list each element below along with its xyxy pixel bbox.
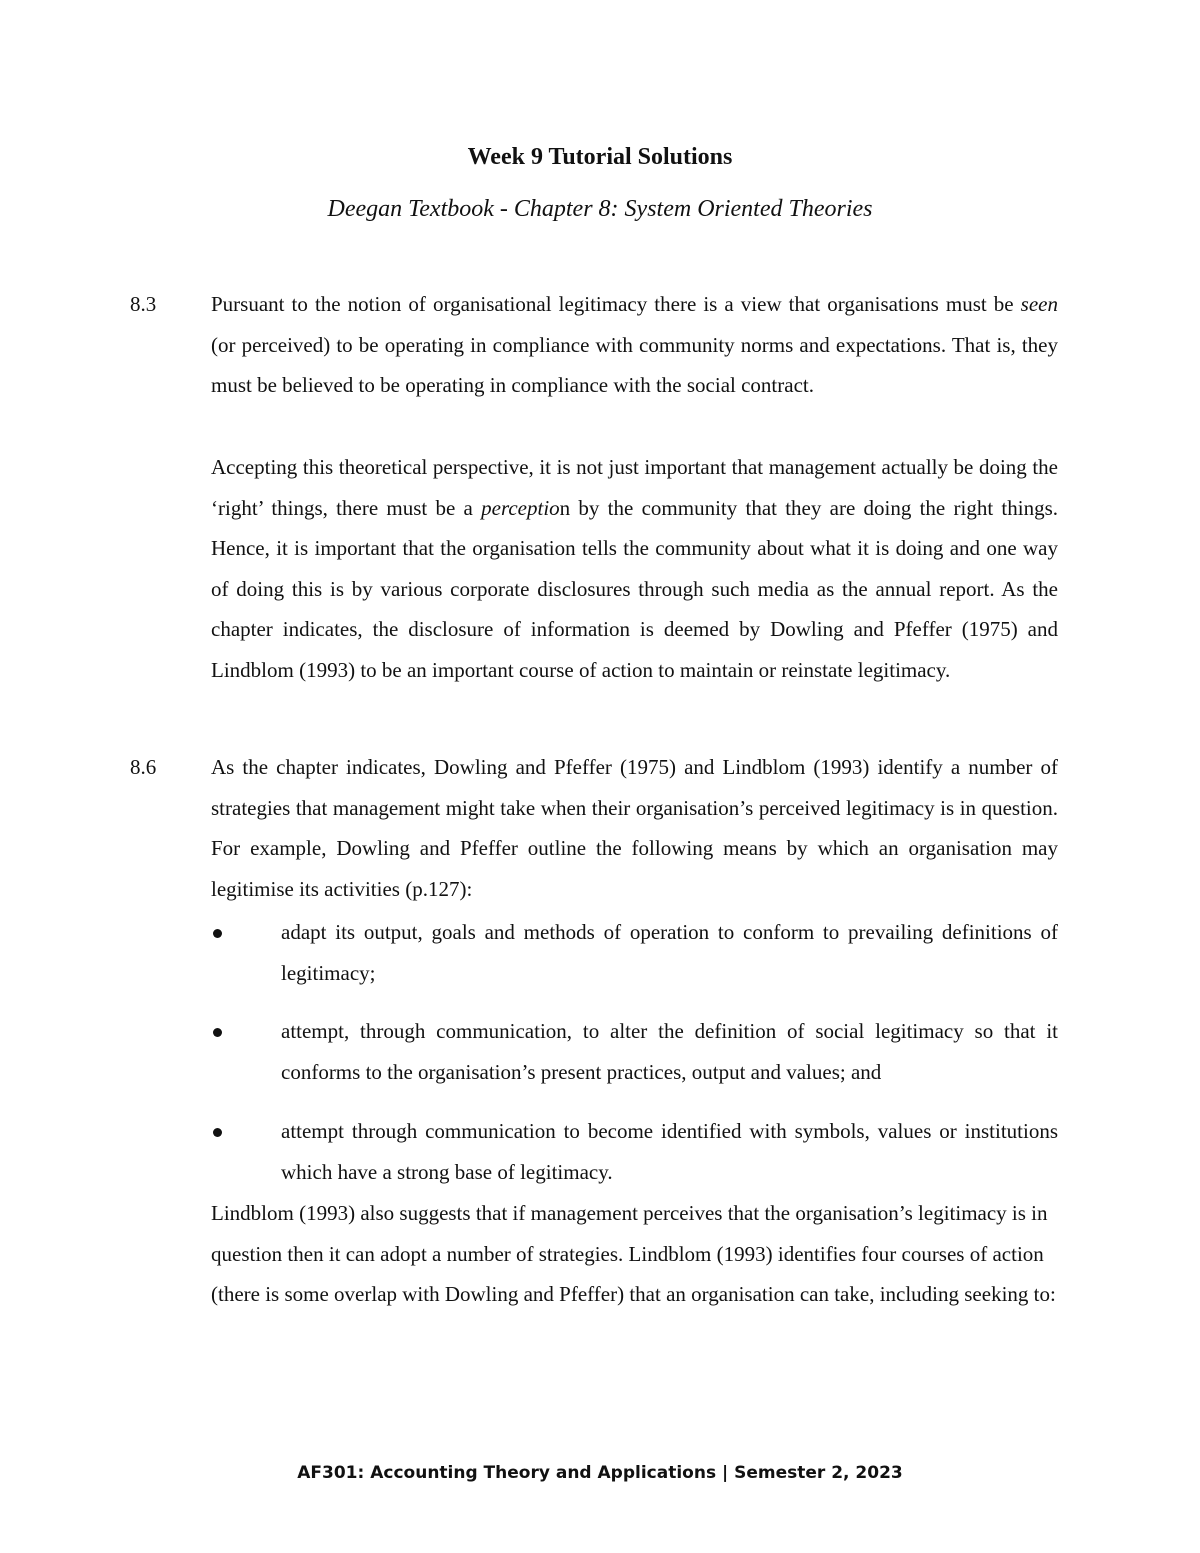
bullet-icon — [213, 1028, 222, 1037]
bullet-item-3: attempt through communication to become identified with symbols, values or institutions which have a strong base of legitimacy. — [281, 1119, 1058, 1184]
answer-8-6-intro: As the chapter indicates, Dowling and Pfeffer (1975) and Lindblom (1993) identify a number of strategies that management might take when their organisation’s perceived legitimacy is in question. For example, Dowling and Pfeffer outline the following means by which an organisation may legitimise its activities (p.127): — [211, 755, 1058, 901]
bullet-icon — [213, 1128, 222, 1137]
answer-8-3-paragraph-1 — [211, 284, 1058, 406]
answer-8-3-p1-emphasis: seen — [1020, 292, 1058, 316]
bullet-item-1: adapt its output, goals and methods of operation to conform to prevailing definitions of legitimacy; — [281, 920, 1058, 985]
page-title: Week 9 Tutorial Solutions — [467, 144, 733, 170]
page-subtitle: Deegan Textbook - Chapter 8: System Oriented Theories — [327, 196, 873, 222]
answer-8-3-p1-text-a: Pursuant to the notion of organisational legitimacy there is a view that organisations must be — [211, 292, 1021, 316]
answer-8-3-p2-emphasis: perceptio — [481, 495, 560, 520]
answer-8-3-p1-text-b: (or perceived) to be operating in compliance with community norms and expectations. That is, they must be believed to be operating in compliance with the social contract. — [211, 332, 1058, 398]
question-number-8-6: 8.6 — [130, 755, 157, 779]
answer-8-3-p2-text-b: n by the community that they are doing the right things. Hence, it is important that the organisation tells the community about what it is doing and one way of doing this is by various corporate disclosures through such media as the annual report. As the chapter indicates, the disclosure of information is deemed by Dowling and Pfeffer (1975) and Lindblom (1993) to be an important course of action to maintain or reinstate legitimacy. — [211, 495, 1058, 682]
answer-8-6-closing: Lindblom (1993) also suggests that if management perceives that the organisation’s legitimacy is in question then it can adopt a number of strategies. Lindblom (1993) identifies four courses of action (there is some overlap with Dowling and Pfeffer) that an organisation can take, including seeking to: — [211, 1201, 1056, 1307]
question-number-8-3: 8.3 — [130, 292, 157, 316]
answer-8-3-p2-text-a: Accepting this theoretical perspective, it is not just important that management actually be doing the ‘right’ things, there must be a — [211, 455, 1058, 520]
bullet-icon — [213, 929, 222, 938]
bullet-item-2: attempt, through communication, to alter the definition of social legitimacy so that it conforms to the organisation’s present practices, output and values; and — [281, 1019, 1058, 1084]
answer-8-3-paragraph-2 — [211, 447, 1058, 691]
page-footer: AF301: Accounting Theory and Applications | Semester 2, 2023 — [297, 1463, 903, 1483]
